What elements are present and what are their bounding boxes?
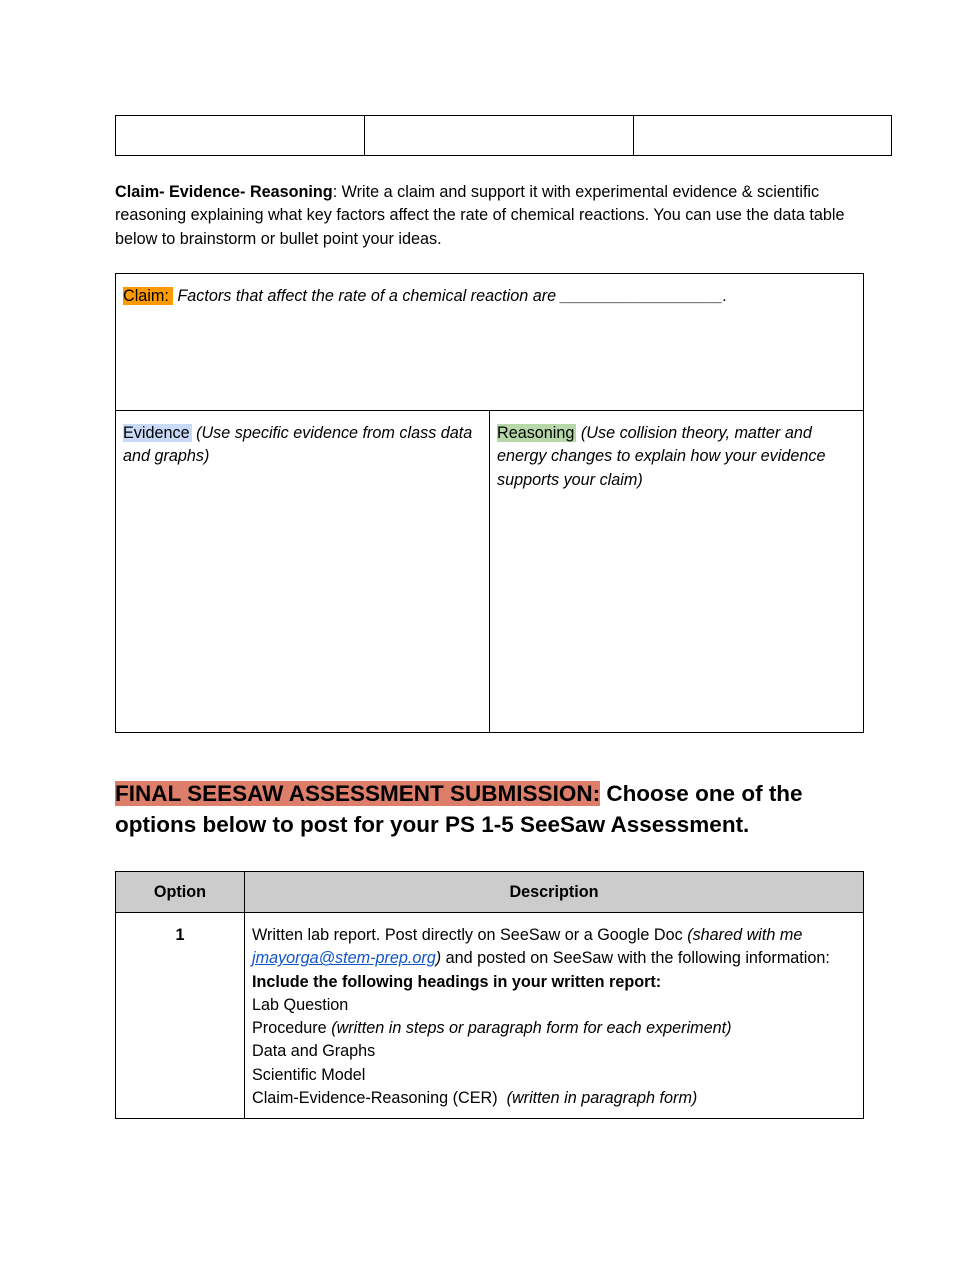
heading-scientific-model: Scientific Model — [252, 1065, 366, 1084]
empty-cell — [634, 116, 892, 156]
heading-lab-question: Lab Question — [252, 995, 349, 1014]
option-description — [245, 913, 864, 1119]
final-heading-highlight: FINAL SEESAW ASSESSMENT SUBMISSION: — [115, 781, 601, 806]
cer-instructions-text: : Write a claim and support it with experimental evidence & scientific reasoning explaining what key factors affect the rate of chemical reactions. You can use the data table below to brainstorm or bullet point your ideas. — [115, 183, 845, 248]
claim-label: Claim: — [123, 287, 173, 305]
table-row — [116, 913, 864, 1119]
reasoning-cell[interactable] — [490, 411, 864, 733]
cer-instructions — [115, 181, 855, 251]
procedure-label: Procedure — [252, 1019, 332, 1038]
empty-table-top — [115, 115, 892, 156]
claim-cell[interactable] — [116, 274, 864, 411]
reasoning-label: Reasoning — [497, 424, 575, 442]
cer-title: Claim- Evidence- Reasoning — [115, 183, 333, 201]
shared-note-close: ) — [435, 949, 442, 968]
email-link[interactable]: jmayorga@stem-prep.org — [252, 949, 436, 968]
evidence-label: Evidence — [123, 424, 190, 442]
heading-data-graphs: Data and Graphs — [252, 1042, 376, 1061]
evidence-prompt: (Use specific evidence from class data and graphs) — [123, 424, 473, 466]
heading-procedure — [252, 1017, 856, 1040]
headings-instruction: Include the following headings in your written report: — [252, 972, 662, 991]
shared-note: (shared with me — [687, 926, 803, 944]
cer-note: (written in paragraph form) — [506, 1089, 698, 1108]
procedure-note: (written in steps or paragraph form for each experiment) — [331, 1019, 732, 1038]
description-paragraph — [252, 924, 856, 971]
claim-prompt: Factors that affect the rate of a chemical reaction are __________________. — [177, 287, 728, 305]
heading-cer — [252, 1087, 856, 1110]
description-text-cont: and posted on SeeSaw with the following information: — [441, 949, 830, 968]
reasoning-prompt: (Use collision theory, matter and energy changes to explain how your evidence supports your claim) — [497, 424, 826, 489]
options-table — [115, 871, 864, 1119]
description-text: Written lab report. Post directly on SeeSaw or a Google Doc — [252, 926, 688, 944]
option-header: Option — [116, 872, 245, 913]
option-number: 1 — [116, 913, 245, 1119]
description-header: Description — [245, 872, 864, 913]
final-heading-rest: Choose one of the options below to post for your PS 1-5 SeeSaw Assessment. — [115, 781, 803, 837]
final-assessment-heading — [115, 778, 875, 840]
evidence-cell[interactable] — [116, 411, 490, 733]
cer-label: Claim-Evidence-Reasoning (CER) — [252, 1089, 507, 1108]
empty-cell — [365, 116, 634, 156]
empty-cell — [116, 116, 365, 156]
cer-table — [115, 273, 864, 733]
